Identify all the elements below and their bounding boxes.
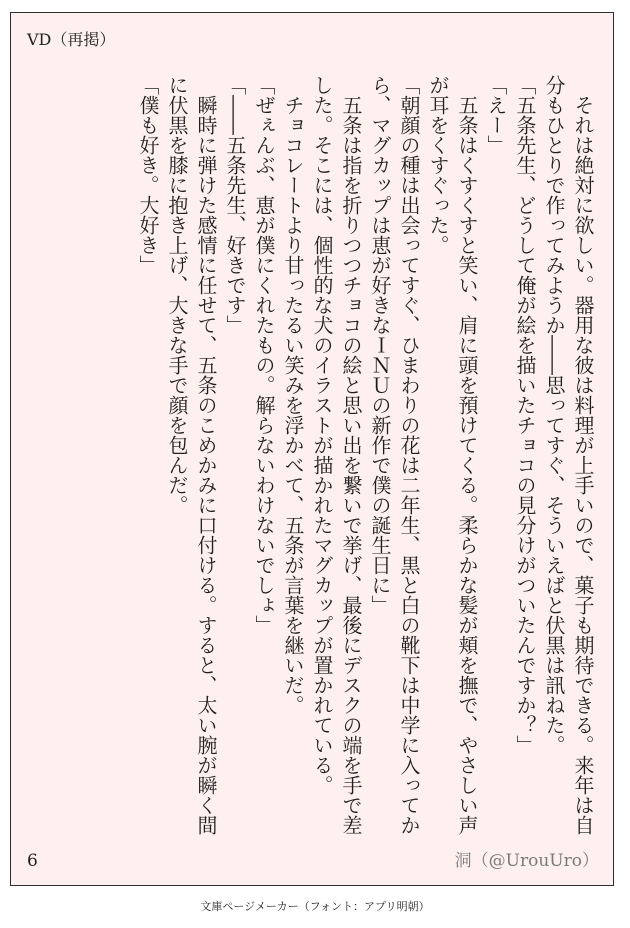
book-page — [10, 12, 614, 886]
paragraph: 「僕も好き。大好き」 — [136, 75, 160, 275]
paragraph: 「ぜぇんぶ、恵が僕にくれたもの。解らないわけないでしょ」 — [252, 75, 276, 635]
generator-credit: 文庫ページメーカー（フォント：アプリ明朝） — [200, 900, 430, 913]
page-header-title: VD（再掲） — [27, 30, 116, 49]
paragraph: 「えー」 — [484, 75, 508, 155]
page-number: 6 — [27, 851, 38, 871]
vertical-text-body — [41, 75, 597, 837]
paragraph: 「五条先生、どうして俺が絵を描いたチョコの見分けがついたんですか？」 — [513, 75, 537, 755]
author-credit: 洞（@UrouUro） — [454, 851, 599, 871]
paragraph: 五条は指を折りつつチョコの絵と思い出を繋いで挙げ、最後にデスクの端を手で差した。そこには、個性的な犬のイラストが描かれたマグカップが置かれている。 — [310, 75, 363, 835]
paragraph: 「――五条先生、好きです」 — [223, 75, 247, 335]
paragraph: それは絶対に欲しい。器用な彼は料理が上手いので、菓子も期待できる。来年は自分もひとりで作ってみようか――思ってすぐ、そういえばと伏黒は訊ねた。 — [542, 75, 595, 835]
paragraph: チョコレートより甘ったるい笑みを浮かべて、五条が言葉を継いだ。 — [281, 75, 305, 715]
paragraph: 「朝顔の種は出会ってすぐ、ひまわりの花は二年生、黒と白の靴下は中学に入ってから、マグカップは恵が好きなＩＮＵの新作で僕の誕生日に」 — [368, 75, 421, 835]
paragraph: 瞬時に弾けた感情に任せて、五条のこめかみに口付ける。すると、太い腕が瞬く間に伏黒を膝に抱き上げ、大きな手で顔を包んだ。 — [165, 75, 218, 835]
paragraph: 五条はくすくすと笑い、肩に頭を預けてくる。柔らかな髪が頬を撫で、やさしい声が耳をくすぐった。 — [426, 75, 479, 835]
